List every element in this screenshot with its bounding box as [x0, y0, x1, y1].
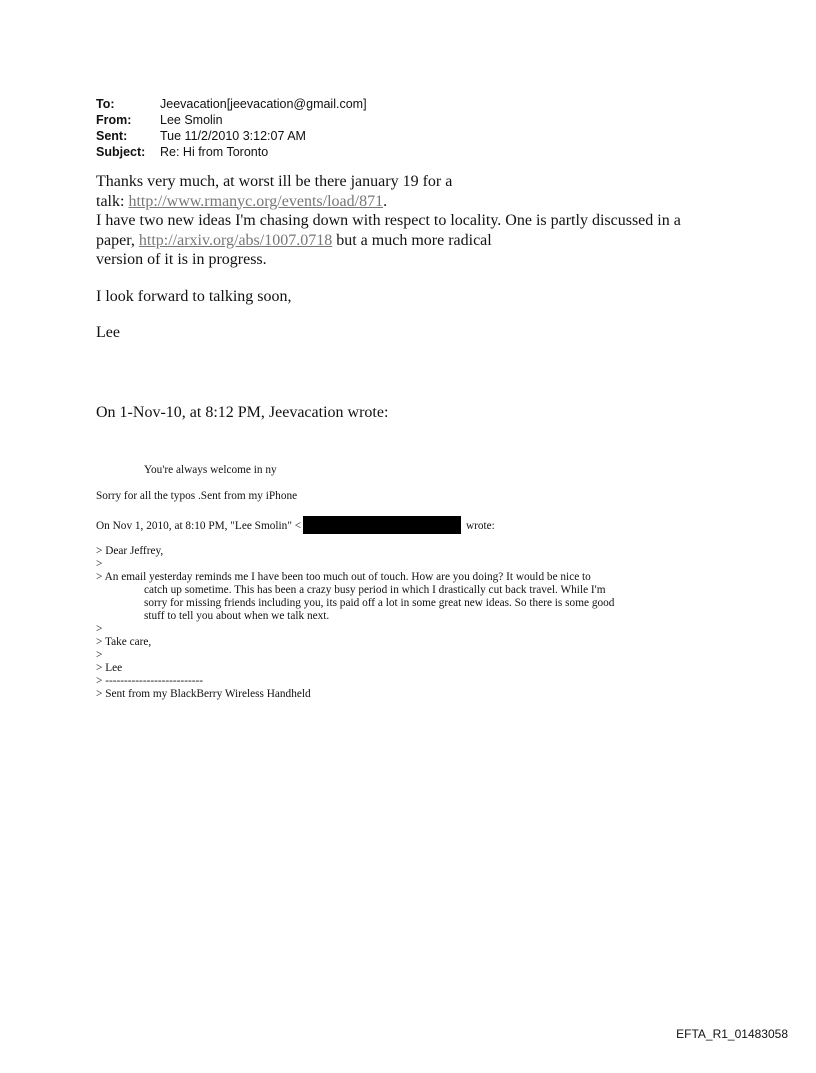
redaction-block	[303, 516, 461, 534]
text: On Nov 1, 2010, at 8:10 PM, "Lee Smolin" <	[96, 520, 302, 532]
text: wrote:	[463, 520, 495, 532]
arxiv-link[interactable]: http://arxiv.org/abs/1007.0718	[138, 231, 333, 249]
text: paper,	[96, 231, 139, 249]
quoted-message	[96, 464, 696, 701]
text: talk:	[96, 192, 129, 210]
signature: Lee	[96, 324, 120, 341]
quoted-line: sorry for missing friends including you, its paid off a lot in some great new ideas. So there is some good	[144, 597, 615, 609]
document-id: EFTA_R1_01483058	[676, 1027, 788, 1041]
quoted-line: Sorry for all the typos .Sent from my iPhone	[96, 490, 298, 502]
quoted-line: > Take care,	[96, 636, 152, 648]
reply-header: On 1-Nov-10, at 8:12 PM, Jeevacation wrote:	[96, 403, 389, 421]
event-link[interactable]: http://www.rmanyc.org/events/load/871	[128, 192, 384, 210]
sent-label: Sent:	[96, 129, 128, 143]
quoted-line: > An email yesterday reminds me I have been too much out of touch. How are you doing? It would be nice to	[96, 571, 591, 583]
body-line	[96, 192, 736, 212]
text: but a much more radical	[332, 231, 492, 249]
subject-row	[96, 144, 367, 160]
email-header	[96, 96, 367, 160]
text: .	[383, 192, 388, 210]
quoted-line: > Lee	[96, 662, 123, 674]
body-line: version of it is in progress.	[96, 251, 267, 268]
body-line: Thanks very much, at worst ill be there january 19 for a	[96, 173, 453, 190]
quoted-line: catch up sometime. This has been a crazy busy period in which I drastically cut back travel. While I'm	[144, 584, 606, 596]
quoted-line	[96, 516, 696, 534]
body-line: I have two new ideas I'm chasing down with respect to locality. One is partly discussed in a	[96, 212, 681, 229]
from-label: From:	[96, 113, 132, 127]
subject-label: Subject:	[96, 145, 146, 159]
from-row	[96, 112, 367, 128]
to-row	[96, 96, 367, 112]
to-label: To:	[96, 97, 115, 111]
quoted-line: stuff to tell you about when we talk next.	[144, 610, 330, 622]
closing: I look forward to talking soon,	[96, 287, 292, 305]
from-value: Lee Smolin	[160, 113, 223, 127]
quoted-line: > Dear Jeffrey,	[96, 545, 164, 557]
quoted-line: >	[96, 623, 103, 635]
quoted-line: > Sent from my BlackBerry Wireless Handheld	[96, 688, 311, 700]
quoted-line: >	[96, 649, 103, 661]
sent-row	[96, 128, 367, 144]
email-body	[96, 172, 736, 422]
sent-value: Tue 11/2/2010 3:12:07 AM	[160, 129, 306, 143]
quoted-line: >	[96, 558, 103, 570]
body-line	[96, 231, 736, 251]
quoted-line: > --------------------------	[96, 675, 204, 687]
subject-value: Re: Hi from Toronto	[160, 145, 269, 159]
to-value: Jeevacation[jeevacation@gmail.com]	[160, 97, 367, 111]
quoted-line: You're always welcome in ny	[144, 464, 277, 476]
